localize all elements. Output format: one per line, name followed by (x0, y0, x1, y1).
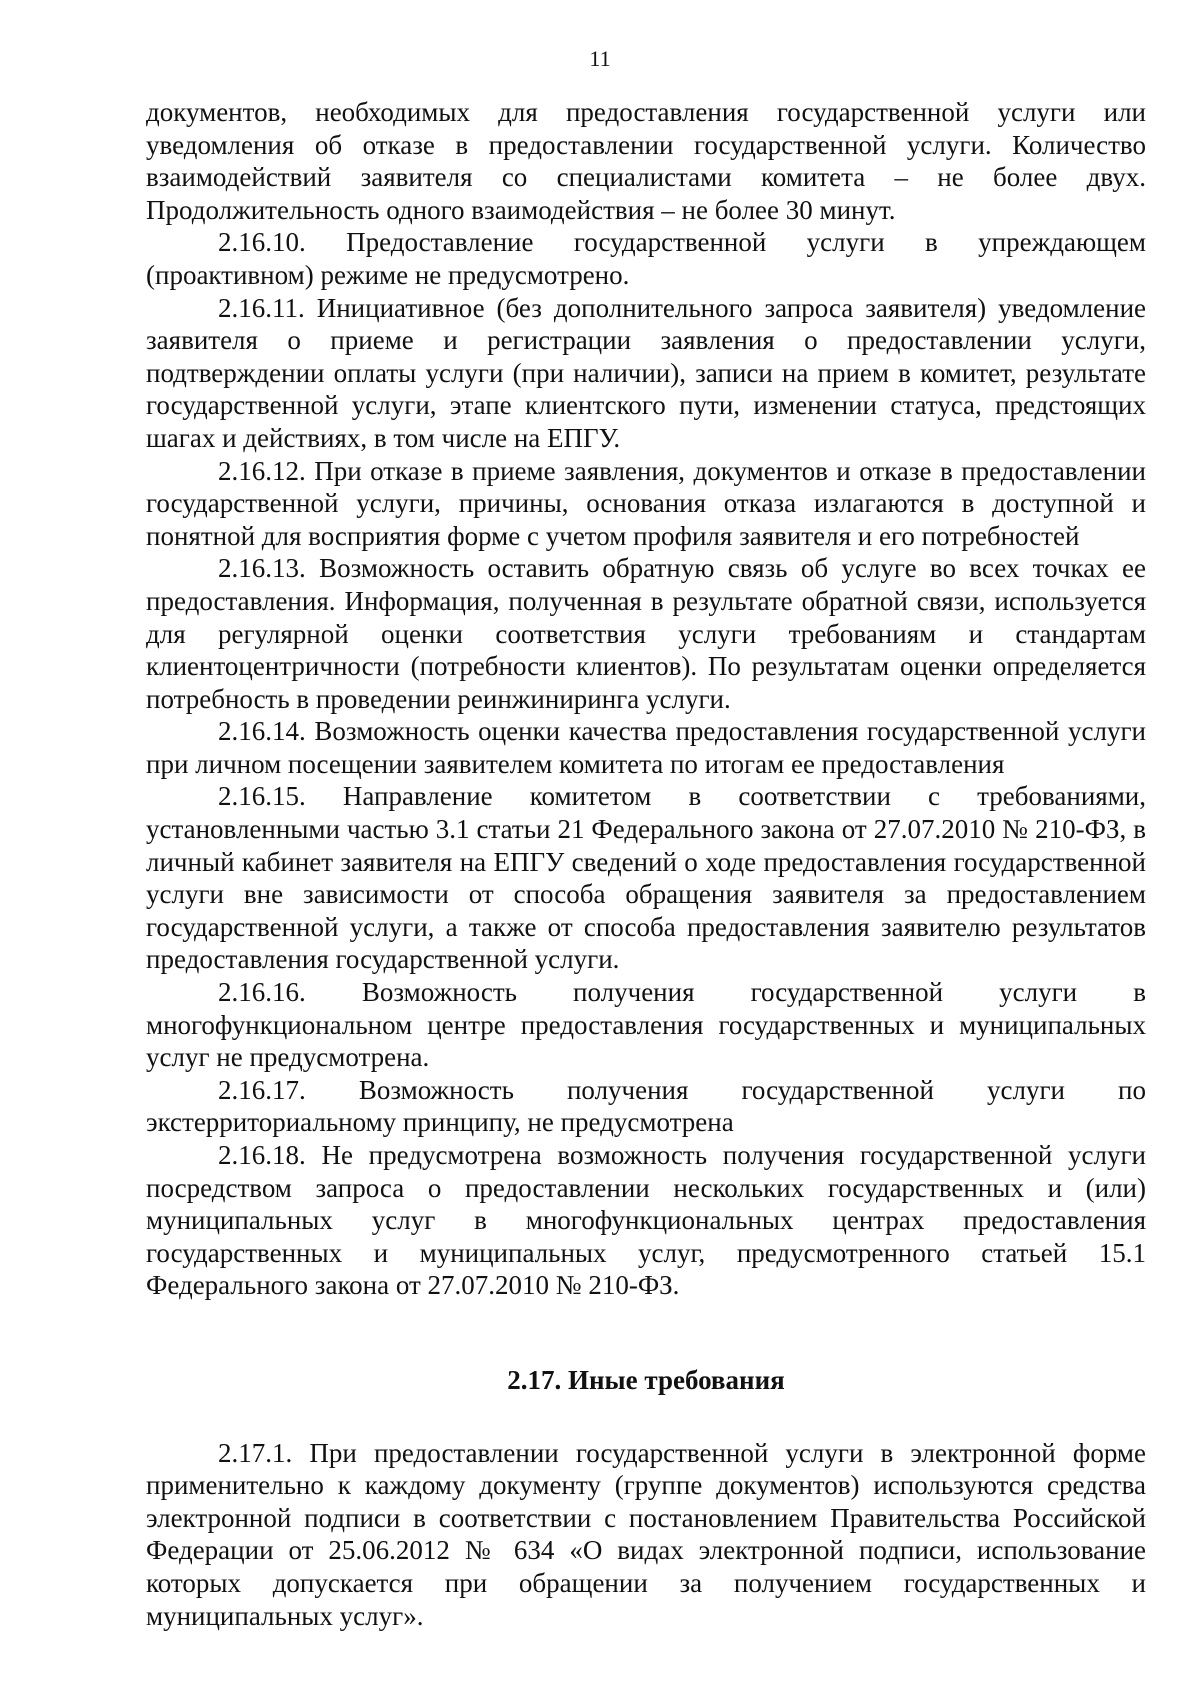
paragraph-2-16-12: 2.16.12. При отказе в приеме заявления, документов и отказе в предоставлении государственной услуги, причины, основания отказа излагаются в доступной и понятной для восприятия форме с учетом профиля заявителя и его потребностей (146, 455, 1146, 551)
paragraph-2-16-17: 2.16.17. Возможность получения государственной услуги по экстерриториальному принципу, не предусмотрена (146, 1074, 1146, 1138)
paragraph-2-16-10: 2.16.10. Предоставление государственной услуги в упреждающем (проактивном) режиме не предусмотрено. (146, 227, 1146, 290)
page-number: 11 (589, 46, 611, 71)
paragraph-2-16-11: 2.16.11. Инициативное (без дополнительного запроса заявителя) уведомление заявителя о приеме и регистрации заявления о предоставлении услуги, подтверждении оплаты услуги (при наличии), записи на прием в комитет, результате государственной услуги, этапе клиентского пути, изменении статуса, предстоящих шагах и действиях, в том числе на ЕПГУ. (146, 292, 1146, 453)
paragraph-2-16-18: 2.16.18. Не предусмотрена возможность получения государственной услуги посредством запроса о предоставлении нескольких государственных и (или) муниципальных услуг в многофункциональных центрах предоставления государственных и муниципальных услуг, предусмотренного статьей 15.1 Федерального закона от 27.07.2010 № 210-ФЗ. (146, 1140, 1146, 1301)
paragraph-2-16-16: 2.16.16. Возможность получения государственной услуги в многофункциональном центре предоставления государственных и муниципальных услуг не предусмотрена. (146, 977, 1146, 1073)
document-body (146, 96, 1146, 1632)
paragraph-2-16-13: 2.16.13. Возможность оставить обратную связь об услуге во всех точках ее предоставления. Информация, полученная в результате обратной связи, используется для регулярной оценки соответствия услуги требованиям и стандартам клиентоцентричности (потребности клиентов). По результатам оценки определяется потребность в проведении реинжиниринга услуги. (146, 553, 1146, 714)
paragraph-continuation: документов, необходимых для предоставления государственной услуги или уведомления об отказе в предоставлении государственной услуги. Количество взаимодействий заявителя со специалистами комитета – не более двух. Продолжительность одного взаимодействия – не более 30 минут. (146, 97, 1146, 225)
paragraph-2-16-14: 2.16.14. Возможность оценки качества предоставления государственной услуги при личном посещении заявителем комитета по итогам ее предоставления (146, 716, 1146, 779)
paragraph-2-17-1: 2.17.1. При предоставлении государственной услуги в электронной форме применительно к каждому документу (группе документов) используются средства электронной подписи в соответствии с постановлением Правительства Российской Федерации от 25.06.2012 № 634 «О видах электронной подписи, использование которых допускается при обращении за получением государственных и муниципальных услуг». (146, 1437, 1146, 1631)
paragraph-2-16-15: 2.16.15. Направление комитетом в соответствии с требованиями, установленными частью 3.1 статьи 21 Федерального закона от 27.07.2010 № 210-ФЗ, в личный кабинет заявителя на ЕПГУ сведений о ходе предоставления государственной услуги вне зависимости от способа обращения заявителя за предоставлением государственной услуги, а также от способа предоставления заявителю результатов предоставления государственной услуги. (146, 781, 1146, 975)
section-heading: 2.17. Иные требования (507, 1364, 785, 1395)
